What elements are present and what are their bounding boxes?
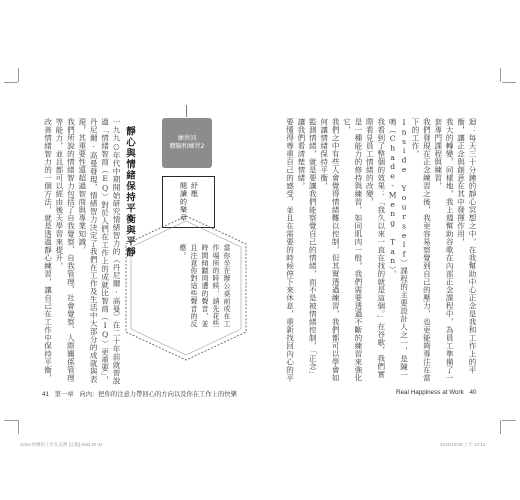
crop-mark [500, 420, 501, 434]
badge-line: 練習回 [177, 135, 197, 142]
print-slug: 1234-快樂的工作在這裡 [定稿].indd 40-41 [20, 442, 103, 447]
exercise-subtitle: 閱讀的樂章 [179, 182, 188, 222]
left-page-body [42, 118, 122, 386]
paragraph: Inside Yourself）課程的主要設計人之一，是陳一鳴（Chade-Meng Tan）， [388, 118, 409, 379]
ornament-line [186, 105, 187, 117]
paragraph: 迴：每天三十分鐘的靜心冥想之中，在我幫助中心正念是我和工作上的平衡，讓正念與創意在其中發揮作用， [456, 118, 477, 374]
paragraph: 改善情緒智力的一個方法，就是透過靜心練習，讓自己在工作中保持平衡， [43, 118, 53, 382]
paragraph: 我看到了整個的效果：「我久以來一直在找的就是這個。」在谷歌，我們實際看見員工情緒的改變， [365, 118, 386, 379]
paragraph: 我們發現在正念練習之後，我更容易察覺到自己的壓力，也更能夠專注在當下的工作， [410, 118, 432, 382]
chapter-title: 向內：把你的注意力帶回心的方向以及你在工作上的快樂 [79, 391, 237, 398]
right-page-body [282, 118, 478, 386]
print-slug-date: 2015/12/28 上午 10:12 [440, 442, 486, 447]
right-page-footer [396, 389, 481, 396]
left-page-footer [38, 389, 237, 398]
crop-mark [18, 420, 19, 434]
paragraph: 我大的轉變，同樣地，我上週幫助谷歌在內部正念課程中，為員工準備了一套專門課程與練習， [433, 118, 455, 382]
paragraph: 丹尼爾·高曼發現，情緒智力決定了我們在工作及生活中大部分的成就與表現，其重要性遠超過智商與專業知識， [77, 118, 99, 384]
page-number: 40 [469, 389, 477, 396]
paragraph: 我們所說的情緒智力包括了自我覺察、自我管理、社會覺察、人際關係管理等能力，並且都可以經由後天學習來提升， [54, 118, 76, 382]
crop-mark [502, 420, 516, 421]
paragraph: 一九九○年代中期開始研究情緒智力的（丹尼爾·高曼）在二十年前就曾說過「情緒智商（EQ）對於人們在工作上的成就比智商（IQ）更重要」， [100, 118, 121, 385]
paragraph: 我們之中有些人會覺得情緒難以控制，但其實透過練習，我們都可以學會如何讓情緒保持平衡， [319, 118, 341, 382]
page-number: 41 [42, 391, 50, 398]
crop-mark [502, 82, 516, 83]
badge-line: 體驗和練習2 [169, 143, 205, 150]
chapter-label: 第一章 [54, 391, 74, 398]
crop-mark [4, 420, 18, 421]
exercise-badge [162, 118, 212, 168]
book-title: Real Happiness at Work [396, 389, 464, 396]
crop-mark [4, 82, 18, 83]
crop-mark [500, 68, 501, 82]
section-heading: 靜心與情緒保持平衡與平靜 [124, 126, 135, 258]
crop-mark [18, 68, 19, 82]
exercise-title: 紓壓 [190, 182, 199, 198]
paragraph: 監測情緒，就是要讓我們能察覺自己的情緒，而不是被情緒控制，「正念」讓我們看清楚情緒， [296, 118, 318, 379]
exercise-quote: 當你坐在辦公桌前或在工作場所的時候，請先花些時間傾聽周遭的聲音，並且注意你對這些聲音的反應。 [179, 244, 231, 328]
paragraph: 要懂得尊重自己的感受，並且在需要的時候停下來休息，重新找回內心的平 [285, 118, 295, 382]
paragraph: 是一種能力的修持與練習，如同肌肉一般，我們需要透過不斷的練習來強化它， [342, 118, 363, 382]
